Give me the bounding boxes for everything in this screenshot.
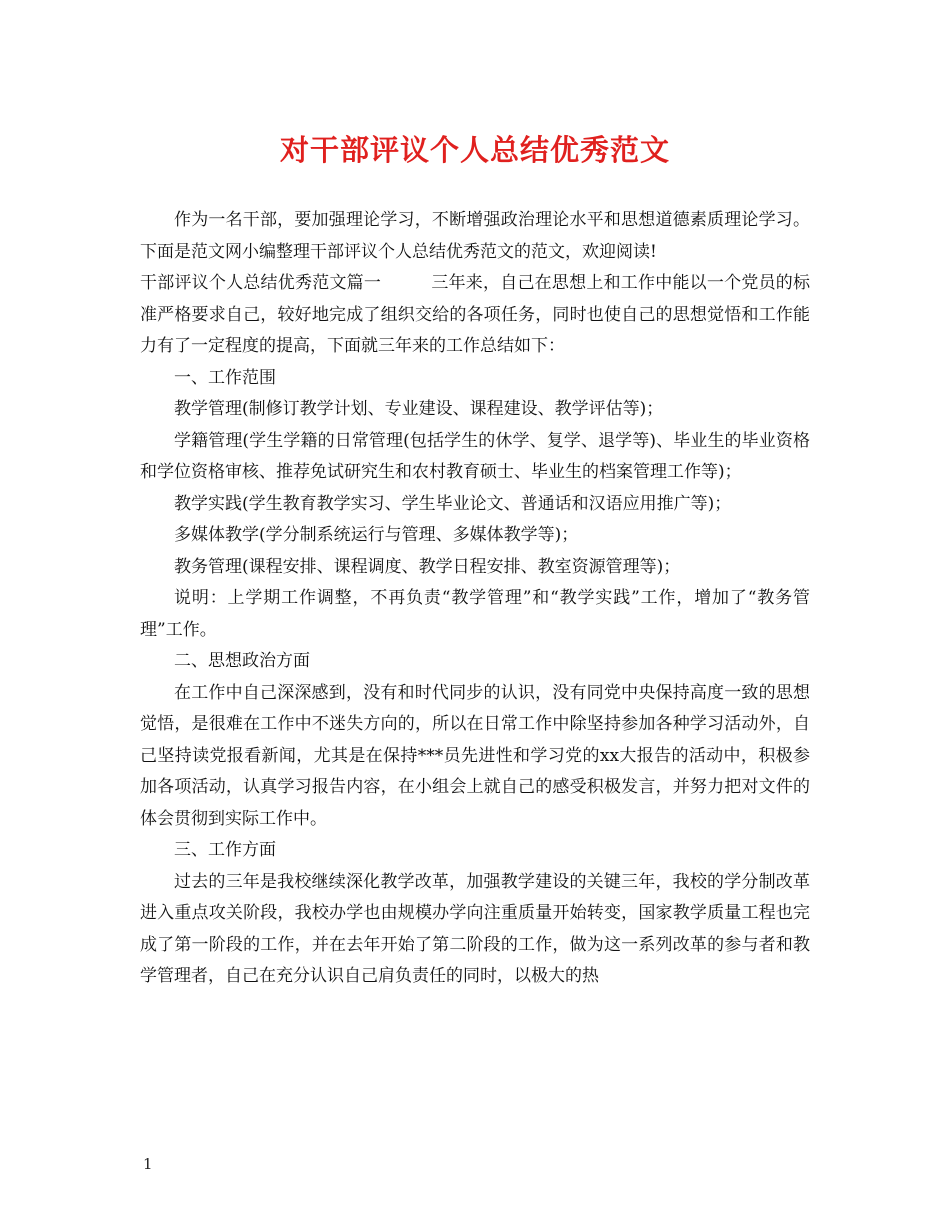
list-item: 多媒体教学(学分制系统运行与管理、多媒体教学等)； (174, 525, 579, 545)
article-intro: 三年来，自己在思想上和工作中能以一个党员的标准严格要求自己，较好地完成了组织交给的各项任务，同时也使自己的思想觉悟和工作能力有了一定程度的提高，下面就三年来的工作总结如下： (140, 273, 811, 356)
document-body (140, 205, 810, 993)
article-heading: 干部评议个人总结优秀范文篇一 (140, 273, 382, 293)
body-paragraph: 过去的三年是我校继续深化教学改革，加强教学建设的关键三年，我校的学分制改革进入重点攻关阶段，我校办学也由规模办学向注重质量开始转变，国家教学质量工程也完成了第一阶段的工作，并在去年开始了第二阶段的工作，做为这一系列改革的参与者和教学管理者，自己在充分认识自己肩负责任的同时，以极大的热 (140, 871, 810, 986)
list-item: 学籍管理(学生学籍的日常管理(包括学生的休学、复学、退学等)、毕业生的毕业资格和学位资格审核、推荐免试研究生和农村教育硕士、毕业生的档案管理工作等)； (140, 430, 810, 482)
section-heading: 二、思想政治方面 (174, 651, 310, 671)
section-heading: 一、工作范围 (174, 367, 276, 388)
document-title: 对干部评议个人总结优秀范文 (279, 133, 670, 167)
list-item: 教务管理(课程安排、课程调度、教学日程安排、教室资源管理等)； (174, 556, 681, 577)
list-item: 教学管理(制修订教学计划、专业建设、课程建设、教学评估等)； (174, 399, 664, 419)
body-paragraph: 在工作中自己深深感到，没有和时代同步的认识，没有同党中央保持高度一致的思想觉悟，是很难在工作中不迷失方向的，所以在日常工作中除坚持参加各种学习活动外，自己坚持读党报看新闻，尤其是在保持***员先进性和学习党的xx大报告的活动中，积极参加各项活动，认真学习报告内容，在小组会上就自己的感受积极发言，并努力把对文件的体会贯彻到实际工作中。 (140, 682, 810, 829)
list-item: 教学实践(学生教育教学实习、学生毕业论文、普通话和汉语应用推广等)； (174, 493, 732, 514)
note-paragraph: 说明：上学期工作调整，不再负责“教学管理”和“教学实践”工作，增加了“教务管理”工作。 (140, 588, 810, 640)
intro-paragraph: 作为一名干部，要加强理论学习，不断增强政治理论水平和思想道德素质理论学习。下面是范文网小编整理干部评议个人总结优秀范文的范文，欢迎阅读! (140, 210, 810, 262)
page-number: 1 (143, 1155, 153, 1173)
section-heading: 三、工作方面 (174, 840, 276, 860)
article-heading-paragraph (140, 268, 810, 363)
